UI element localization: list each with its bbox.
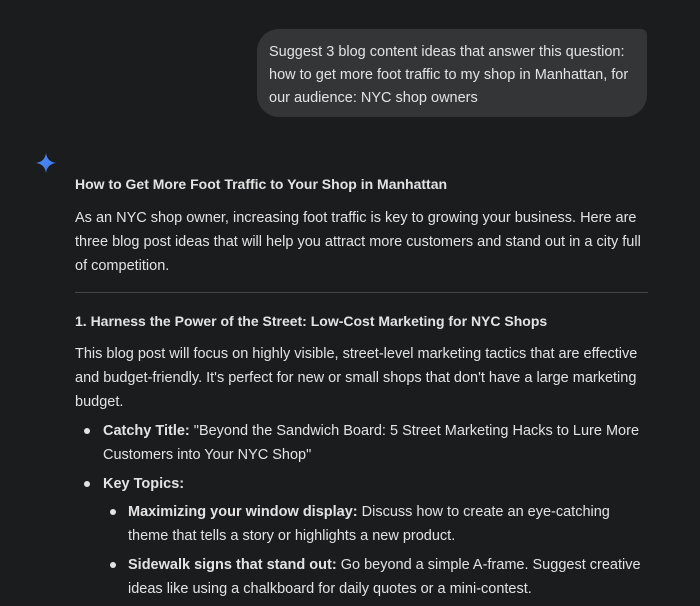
response-intro: As an NYC shop owner, increasing foot traffic is key to growing your business. Here are three blog post ideas that will help you attract more customers and stand out in a city full of competition.	[75, 210, 641, 274]
section-1-description: This blog post will focus on highly visible, street-level marketing tactics that are effective and budget-friendly. It's perfect for new or small shops that don't have a large marketing budget.	[75, 346, 638, 410]
gemini-sparkle-icon	[35, 152, 57, 174]
user-message-text: Suggest 3 blog content ideas that answer this question: how to get more foot traffic to my shop in Manhattan, for our audience: NYC shop owners	[269, 44, 629, 106]
catchy-title-value: "Beyond the Sandwich Board: 5 Street Marketing Hacks to Lure More Customers into Your NYC Shop"	[103, 423, 640, 463]
assistant-response	[75, 172, 650, 606]
list-item-catchy-title	[103, 419, 650, 467]
user-message-bubble	[257, 29, 647, 117]
key-topics-list	[103, 500, 650, 601]
topic-text: Discuss how to create an eye-catching theme that tells a story or highlights a new product.	[128, 504, 610, 544]
key-topics-label: Key Topics:	[103, 476, 185, 492]
section-divider	[75, 292, 648, 293]
list-item-key-topics	[103, 472, 650, 601]
topic-label: Sidewalk signs that stand out:	[128, 557, 337, 573]
topic-item-sidewalk-signs	[128, 553, 650, 601]
section-1-list	[75, 419, 650, 601]
topic-item-window-display	[128, 500, 650, 548]
topic-label: Maximizing your window display:	[128, 504, 358, 520]
catchy-title-label: Catchy Title:	[103, 423, 190, 439]
response-title: How to Get More Foot Traffic to Your Shop in Manhattan	[75, 176, 448, 192]
section-heading-1: 1. Harness the Power of the Street: Low-Cost Marketing for NYC Shops	[75, 313, 548, 329]
topic-text: Go beyond a simple A-frame. Suggest creative ideas like using a chalkboard for daily quotes or a mini-contest.	[128, 557, 641, 597]
